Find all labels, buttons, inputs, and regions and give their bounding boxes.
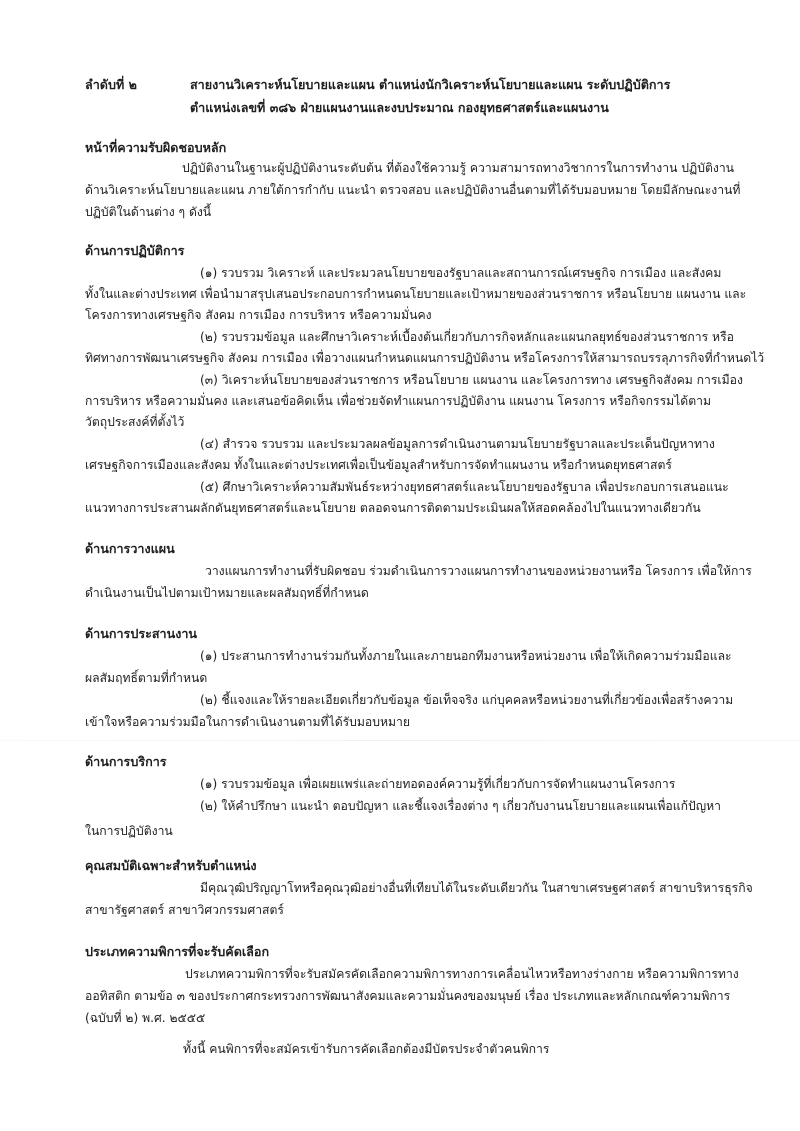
paragraph-line: วัตถุประสงค์ที่ตั้งไว้	[85, 415, 185, 429]
scan-artifact-line	[0, 740, 800, 741]
section-title-main-duty: หน้าที่ความรับผิดชอบหลัก	[85, 140, 227, 155]
list-item: (๓) วิเคราะห์นโยบายของส่วนราชการ หรือนโยบาย แผนงาน และโครงการทาง เศรษฐกิจสังคม การเมือง	[200, 373, 743, 387]
list-item: (๒) ชี้แจงและให้รายละเอียดเกี่ยวกับข้อมูล ข้อเท็จจริง แก่บุคคลหรือหน่วยงานที่เกี่ยวข้องเพื่อสร้างความ	[200, 693, 734, 707]
section-title-coordination: ด้านการประสานงาน	[85, 626, 198, 641]
paragraph-line: วางแผนการทำงานที่รับผิดชอบ ร่วมดำเนินการวางแผนการทำงานของหน่วยงานหรือ โครงการ เพื่อให้การ	[205, 564, 752, 578]
paragraph-line: ทิศทางการพัฒนาเศรษฐกิจ สังคม การเมือง เพื่อวางแผนกำหนดแผนการปฏิบัติงาน หรือโครงการให้สามารถบรรลุภารกิจที่กำหนดไว้	[85, 351, 765, 365]
paragraph-line: ปฏิบัติในด้านต่าง ๆ ดังนี้	[85, 205, 212, 219]
section-title-qualifications: คุณสมบัติเฉพาะสำหรับตำแหน่ง	[85, 858, 257, 873]
paragraph-line: ปฏิบัติงานในฐานะผู้ปฏิบัติงานระดับต้น ที่ต้องใช้ความรู้ ความสามารถทางวิชาการในการทำงาน ปฏิบัติงาน	[182, 161, 734, 175]
list-item: (๕) ศึกษาวิเคราะห์ความสัมพันธ์ระหว่างยุทธศาสตร์และนโยบายของรัฐบาล เพื่อประกอบการเสนอแนะ	[200, 480, 729, 494]
paragraph-line: แนวทางการประสานผลักดันยุทธศาสตร์และนโยบาย ตลอดจนการติดตามประเมินผลให้สอดคล้องไปในแนวทางเดียวกัน	[85, 501, 701, 515]
position-title-line2: ตำแหน่งเลขที่ ๓๘๖ ฝ่ายแผนงานและงบประมาณ กองยุทธศาสตร์และแผนงาน	[190, 100, 609, 115]
paragraph-line: สาขารัฐศาสตร์ สาขาวิศวกรรมศาสตร์	[85, 903, 284, 917]
paragraph-line: โครงการทางเศรษฐกิจ สังคม การเมือง การบริหาร หรือความมั่นคง	[85, 308, 432, 322]
list-item: (๒) ให้คำปรึกษา แนะนำ ตอบปัญหา และชี้แจงเรื่องต่าง ๆ เกี่ยวกับงานนโยบายและแผนเพื่อแก้ปัญหา	[200, 799, 721, 813]
paragraph-line: ประเภทความพิการที่จะรับสมัครคัดเลือกความพิการทางการเคลื่อนไหวหรือทางร่างกาย หรือความพิการทาง	[185, 967, 739, 981]
list-item: (๑) รวบรวม วิเคราะห์ และประมวลนโยบายของรัฐบาลและสถานการณ์เศรษฐกิจ การเมือง และสังคม	[200, 266, 722, 280]
paragraph-line: เข้าใจหรือความร่วมมือในการดำเนินงานตามที่ได้รับมอบหมาย	[85, 715, 411, 729]
section-title-planning: ด้านการวางแผน	[85, 541, 175, 556]
paragraph-line: การบริหาร หรือความมั่นคง และเสนอข้อคิดเห็น เพื่อช่วยจัดทำแผนการปฏิบัติงาน แผนงาน โครงการ หรือกิจกรรมได้ตาม	[85, 394, 712, 408]
paragraph-line: ด้านวิเคราะห์นโยบายและแผน ภายใต้การกำกับ แนะนำ ตรวจสอบ และปฏิบัติงานอื่นตามที่ได้รับมอบหมาย โดยมีลักษณะงานที่	[85, 183, 741, 197]
paragraph-line: (ฉบับที่ ๒) พ.ศ. ๒๕๕๕	[85, 1011, 206, 1025]
paragraph-line: ออทิสติก ตามข้อ ๓ ของประกาศกระทรวงการพัฒนาสังคมและความมั่นคงของมนุษย์ เรื่อง ประเภทและหลักเกณฑ์ความพิการ	[85, 989, 731, 1003]
list-item: (๑) ประสานการทำงานร่วมกันทั้งภายในและภายนอกทีมงานหรือหน่วยงาน เพื่อให้เกิดความร่วมมือและ	[200, 649, 732, 663]
list-item: (๒) รวบรวมข้อมูล และศึกษาวิเคราะห์เบื้องต้นเกี่ยวกับภารกิจหลักและแผนกลยุทธ์ของส่วนราชการ หรือ	[200, 330, 734, 344]
section-title-disability: ประเภทความพิการที่จะรับคัดเลือก	[85, 944, 270, 959]
paragraph-line: ในการปฏิบัติงาน	[85, 824, 173, 838]
paragraph-line: เศรษฐกิจการเมืองและสังคม ทั้งในและต่างประเทศเพื่อเป็นข้อมูลสำหรับการจัดทำแผนงาน หรือกำหนดยุทธศาสตร์	[85, 458, 672, 472]
paragraph-line: ทั้งในและต่างประเทศ เพื่อนำมาสรุปเสนอประกอบการกำหนดนโยบายและเป้าหมายของส่วนราชการ หรือนโยบาย แผนงาน และ	[85, 287, 747, 301]
paragraph-line: มีคุณวุฒิปริญญาโทหรือคุณวุฒิอย่างอื่นที่เทียบได้ในระดับเดียวกัน ในสาขาเศรษฐศาสตร์ สาขาบริหารธุรกิจ	[200, 881, 753, 895]
paragraph-line: ผลสัมฤทธิ์ตามที่กำหนด	[85, 671, 208, 685]
list-item: (๔) สำรวจ รวบรวม และประมวลผลข้อมูลการดำเนินงานตามนโยบายรัฐบาลและประเด็นปัญหาทาง	[200, 437, 715, 451]
section-title-service: ด้านการบริการ	[85, 754, 167, 769]
order-label: ลำดับที่ ๒	[85, 77, 137, 92]
paragraph-line: ทั้งนี้ คนพิการที่จะสมัครเข้ารับการคัดเลือกต้องมีบัตรประจำตัวคนพิการ	[183, 1042, 550, 1056]
list-item: (๑) รวบรวมข้อมูล เพื่อเผยแพร่และถ่ายทอดองค์ความรู้ที่เกี่ยวกับการจัดทำแผนงานโครงการ	[200, 777, 676, 791]
paragraph-line: ดำเนินงานเป็นไปตามเป้าหมายและผลสัมฤทธิ์ที่กำหนด	[85, 586, 369, 600]
section-title-operations: ด้านการปฏิบัติการ	[85, 243, 185, 258]
position-title-line1: สายงานวิเคราะห์นโยบายและแผน ตำแหน่งนักวิเคราะห์นโยบายและแผน ระดับปฏิบัติการ	[190, 77, 671, 92]
